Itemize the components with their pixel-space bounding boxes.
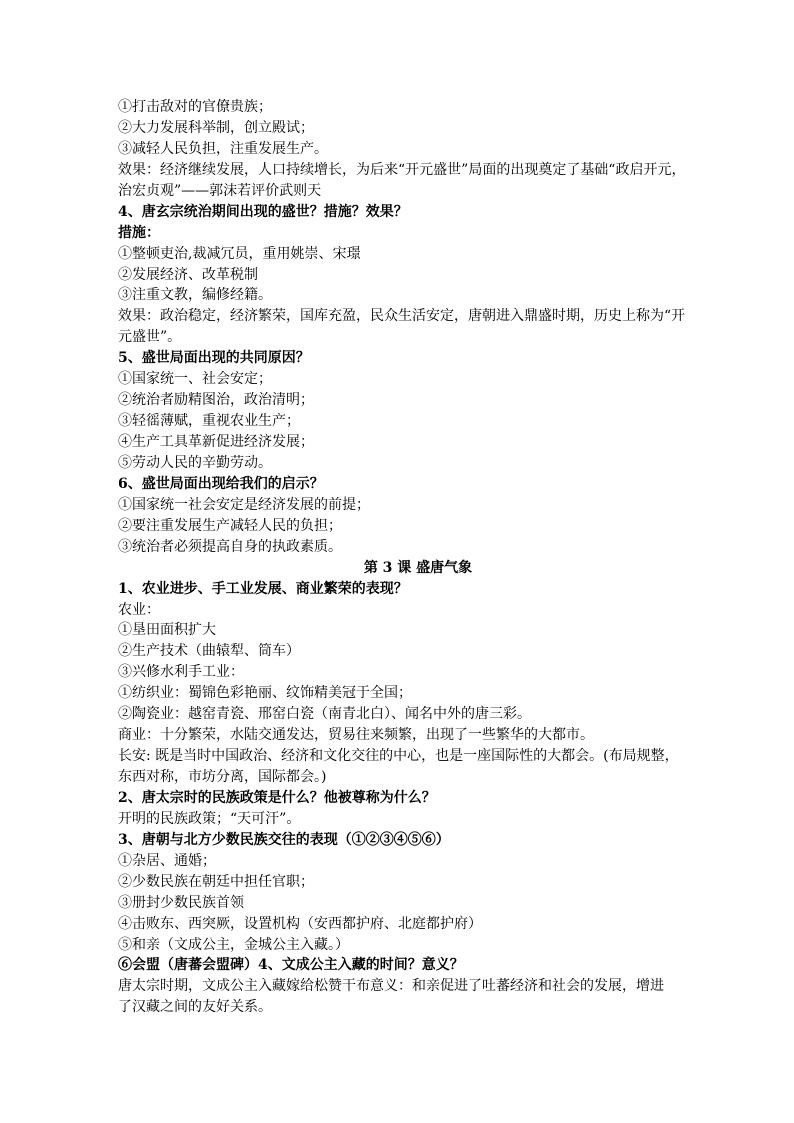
- text-line: ②少数民族在朝廷中担任官职；: [118, 873, 314, 890]
- text-line: ①纺织业：蜀锦色彩艳丽、纹饰精美冠于全国；: [118, 685, 412, 702]
- section-heading: 6、盛世局面出现给我们的启示？: [118, 475, 324, 492]
- text-line: ②统治者励精图治，政治清明；: [118, 392, 314, 409]
- text-line: 农业：: [118, 601, 160, 618]
- lesson-title: 第 3 课 盛唐气象: [363, 559, 473, 576]
- section-heading: 5、盛世局面出现的共同原因？: [118, 350, 310, 367]
- text-line: 商业：十分繁荣，水陆交通发达，贸易往来频繁，出现了一些繁华的大都市。: [118, 727, 594, 744]
- text-line: ④击败东、西突厥，设置机构（安西都护府、北庭都护府）: [118, 915, 482, 932]
- text-line: ⑤和亲（文成公主，金城公主入藏。）: [118, 936, 349, 953]
- text-line: ①国家统一、社会安定；: [118, 371, 272, 388]
- text-line: ③统治者必须提高自身的执政素质。: [118, 538, 342, 555]
- document-page: [118, 97, 688, 1018]
- text-line: 效果：经济继续发展，人口持续增长，为后来“开元盛世”局面的出现奠定了基础“政启开元，: [118, 161, 686, 178]
- text-line: ②大力发展科举制，创立殿试；: [118, 119, 314, 136]
- section-heading: 1、农业进步、手工业发展、商业繁荣的表现？: [118, 580, 408, 597]
- text-line: ②陶瓷业：越窑青瓷、邢窑白瓷（南青北白）、闻名中外的唐三彩。: [118, 706, 531, 723]
- section-heading: 3、唐朝与北方少数民族交往的表现（①②③④⑤⑥）: [118, 831, 450, 848]
- text-line: ①整顿吏治,裁减冗员，重用姚崇、宋璟: [118, 245, 361, 262]
- text-line: 了汉藏之间的友好关系。: [118, 999, 272, 1016]
- text-line: 元盛世”。: [118, 329, 182, 346]
- text-line: ③兴修水利手工业：: [118, 664, 244, 681]
- text-line: ③减轻人民负担，注重发展生产。: [118, 140, 328, 157]
- subheading: 措施：: [118, 224, 160, 241]
- text-line: ①国家统一社会安定是经济发展的前提；: [118, 496, 370, 513]
- text-line: ③注重文教，编修经籍。: [118, 287, 272, 304]
- text-line: 开明的民族政策；“天可汗”。: [118, 810, 301, 827]
- text-line: ③册封少数民族首领: [118, 894, 244, 911]
- text-line: ①垦田面积扩大: [118, 622, 216, 639]
- text-line: ①打击敌对的官僚贵族；: [118, 99, 272, 115]
- text-line: ③轻徭薄赋，重视农业生产；: [118, 413, 300, 430]
- text-line: ②要注重发展生产减轻人民的负担；: [118, 517, 342, 534]
- text-line: ④生产工具革新促进经济发展；: [118, 434, 314, 450]
- text-line: 东西对称，市坊分离，国际都会。): [118, 769, 327, 785]
- text-line: ①杂居、通婚；: [118, 852, 216, 869]
- text-line: 治宏贞观”——郭沫若评价武则天: [118, 182, 322, 199]
- section-heading: 4、唐玄宗统治期间出现的盛世？措施？效果？: [118, 203, 408, 220]
- text-line: ⑤劳动人民的辛勤劳动。: [118, 454, 272, 471]
- text-line: 长安: 既是当时中国政治、经济和文化交往的中心，也是一座国际性的大都会。(布局规整，: [118, 748, 679, 765]
- text-line: ②发展经济、改革税制: [118, 266, 258, 283]
- text-line: 唐太宗时期，文成公主入藏嫁给松赞干布意义：和亲促进了吐蕃经济和社会的发展，增进: [118, 978, 664, 995]
- text-line: ②生产技术（曲辕犁、筒车）: [118, 643, 300, 660]
- section-heading: 2、唐太宗时的民族政策是什么？他被尊称为什么？: [118, 789, 436, 806]
- text-line: 效果：政治稳定，经济繁荣，国库充盈，民众生活安定，唐朝进入鼎盛时期，历史上称为“开: [118, 308, 686, 325]
- section-heading: ⑥会盟（唐蕃会盟碑）4、文成公主入藏的时间？意义？: [118, 957, 464, 974]
